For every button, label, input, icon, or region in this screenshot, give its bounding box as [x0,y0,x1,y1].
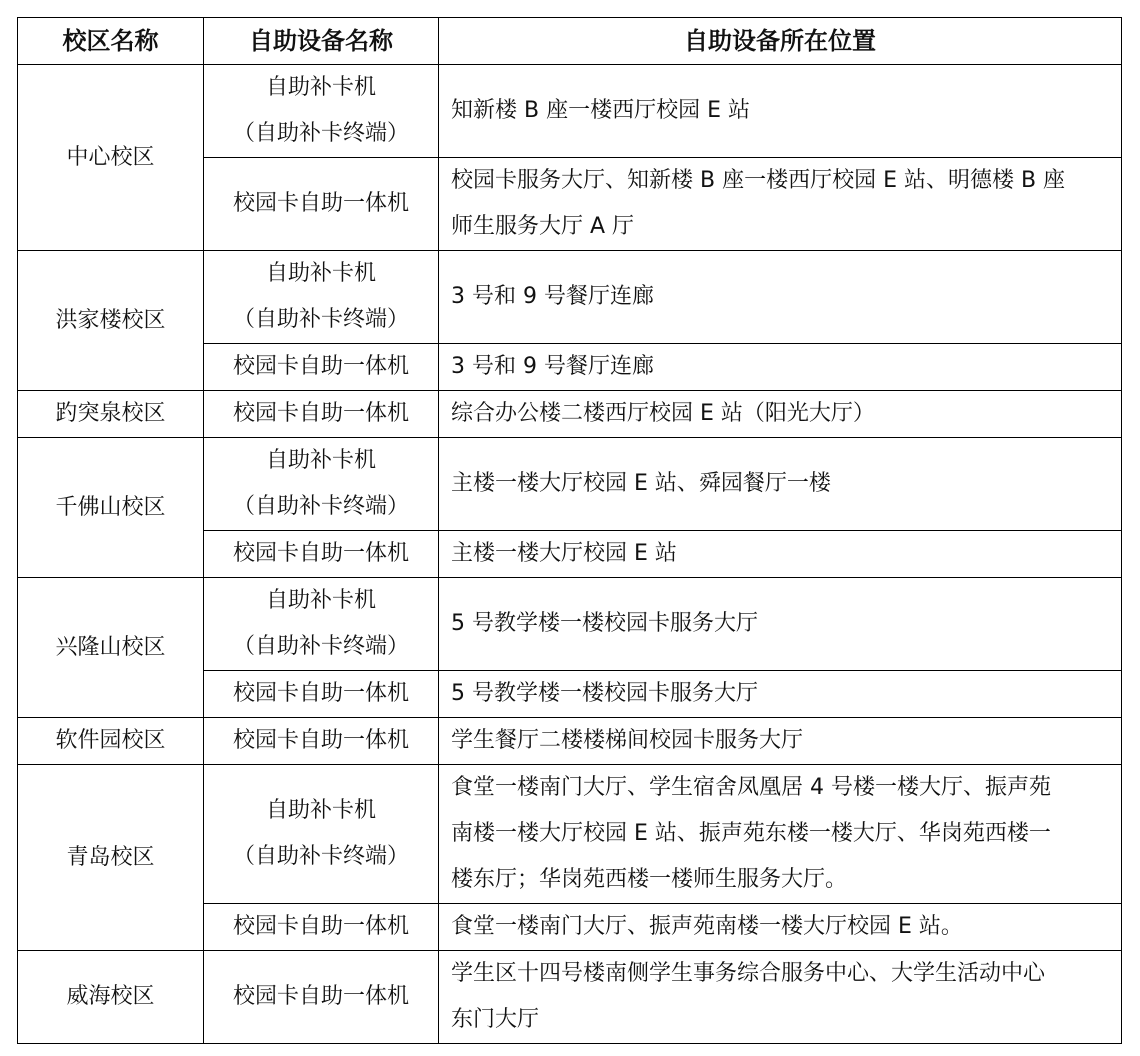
campus-name-cell: 千佛山校区 [18,438,204,578]
device-location-line: 3 号和 9 号餐厅连廊 [451,354,654,379]
device-location-line: 知新楼 B 座一楼西厅校园 E 站 [451,98,750,123]
device-name-cell [204,904,439,951]
device-name-line: （自助补卡终端） [232,121,409,146]
table-row [18,578,1122,671]
device-location-cell [439,951,1122,1044]
table-row [18,718,1122,765]
device-location-line: 综合办公楼二楼西厅校园 E 站（阳光大厅） [451,401,875,426]
campus-device-table [17,17,1122,1044]
device-location-line: 南楼一楼大厅校园 E 站、振声苑东楼一楼大厅、华岗苑西楼一 [451,821,1051,846]
device-name-line: （自助补卡终端） [232,494,409,519]
device-name-cell [204,391,439,438]
table-row [18,251,1122,344]
device-location-cell [439,438,1122,531]
device-name-line: 校园卡自助一体机 [232,191,409,216]
device-location-cell [439,578,1122,671]
device-name-line: 自助补卡机 [265,448,376,473]
device-name-cell [204,718,439,765]
campus-name-cell: 青岛校区 [18,765,204,951]
device-name-line: （自助补卡终端） [232,844,409,869]
device-location-cell [439,65,1122,158]
device-location-cell [439,718,1122,765]
campus-name-cell: 洪家楼校区 [18,251,204,391]
device-location-line: 东门大厅 [451,1007,540,1032]
table-row [18,65,1122,158]
table-body [18,65,1122,1044]
device-name-line: （自助补卡终端） [232,307,409,332]
device-name-cell [204,578,439,671]
campus-name-cell: 趵突泉校区 [18,391,204,438]
device-location-line: 学生区十四号楼南侧学生事务综合服务中心、大学生活动中心 [451,961,1046,986]
device-name-line: 自助补卡机 [265,75,376,100]
device-name-cell [204,344,439,391]
header-campus-name: 校区名称 [18,18,204,65]
device-location-cell [439,391,1122,438]
table-row [18,951,1122,1044]
device-location-line: 3 号和 9 号餐厅连廊 [451,284,654,309]
campus-name-cell: 中心校区 [18,65,204,251]
device-location-cell [439,531,1122,578]
device-name-cell [204,251,439,344]
device-location-cell [439,158,1122,251]
device-name-cell [204,531,439,578]
device-name-cell [204,765,439,904]
device-location-line: 5 号教学楼一楼校园卡服务大厅 [451,681,758,706]
device-name-cell [204,65,439,158]
device-location-line: 食堂一楼南门大厅、振声苑南楼一楼大厅校园 E 站。 [451,914,963,939]
device-location-cell [439,344,1122,391]
campus-name-cell: 兴隆山校区 [18,578,204,718]
campus-device-table-wrapper [17,17,1122,1044]
header-device-location: 自助设备所在位置 [439,18,1122,65]
device-location-line: 校园卡服务大厅、知新楼 B 座一楼西厅校园 E 站、明德楼 B 座 [451,168,1066,193]
device-name-cell [204,951,439,1044]
table-row [18,765,1122,904]
table-header-row [18,18,1122,65]
table-row [18,391,1122,438]
device-name-line: 校园卡自助一体机 [232,914,409,939]
device-name-line: 校园卡自助一体机 [232,728,409,753]
device-location-line: 主楼一楼大厅校园 E 站、舜园餐厅一楼 [451,471,831,496]
device-location-line: 主楼一楼大厅校园 E 站 [451,541,677,566]
device-name-line: 自助补卡机 [265,261,376,286]
device-location-line: 食堂一楼南门大厅、学生宿舍凤凰居 4 号楼一楼大厅、振声苑 [451,775,1051,800]
device-location-line: 楼东厅；华岗苑西楼一楼师生服务大厅。 [451,867,848,892]
device-name-line: 自助补卡机 [265,798,376,823]
header-device-name: 自助设备名称 [204,18,439,65]
campus-name-cell: 软件园校区 [18,718,204,765]
device-location-line: 师生服务大厅 A 厅 [451,214,635,239]
device-name-line: 校园卡自助一体机 [232,354,409,379]
device-location-cell [439,251,1122,344]
device-name-line: 自助补卡机 [265,588,376,613]
device-location-cell [439,765,1122,904]
device-name-cell [204,438,439,531]
device-location-cell [439,671,1122,718]
device-name-line: 校园卡自助一体机 [232,681,409,706]
device-name-cell [204,158,439,251]
device-location-line: 5 号教学楼一楼校园卡服务大厅 [451,611,758,636]
device-name-line: （自助补卡终端） [232,634,409,659]
device-name-line: 校园卡自助一体机 [232,984,409,1009]
device-name-line: 校园卡自助一体机 [232,401,409,426]
device-name-cell [204,671,439,718]
table-row [18,438,1122,531]
device-location-line: 学生餐厅二楼楼梯间校园卡服务大厅 [451,728,804,753]
campus-name-cell: 威海校区 [18,951,204,1044]
device-location-cell [439,904,1122,951]
device-name-line: 校园卡自助一体机 [232,541,409,566]
